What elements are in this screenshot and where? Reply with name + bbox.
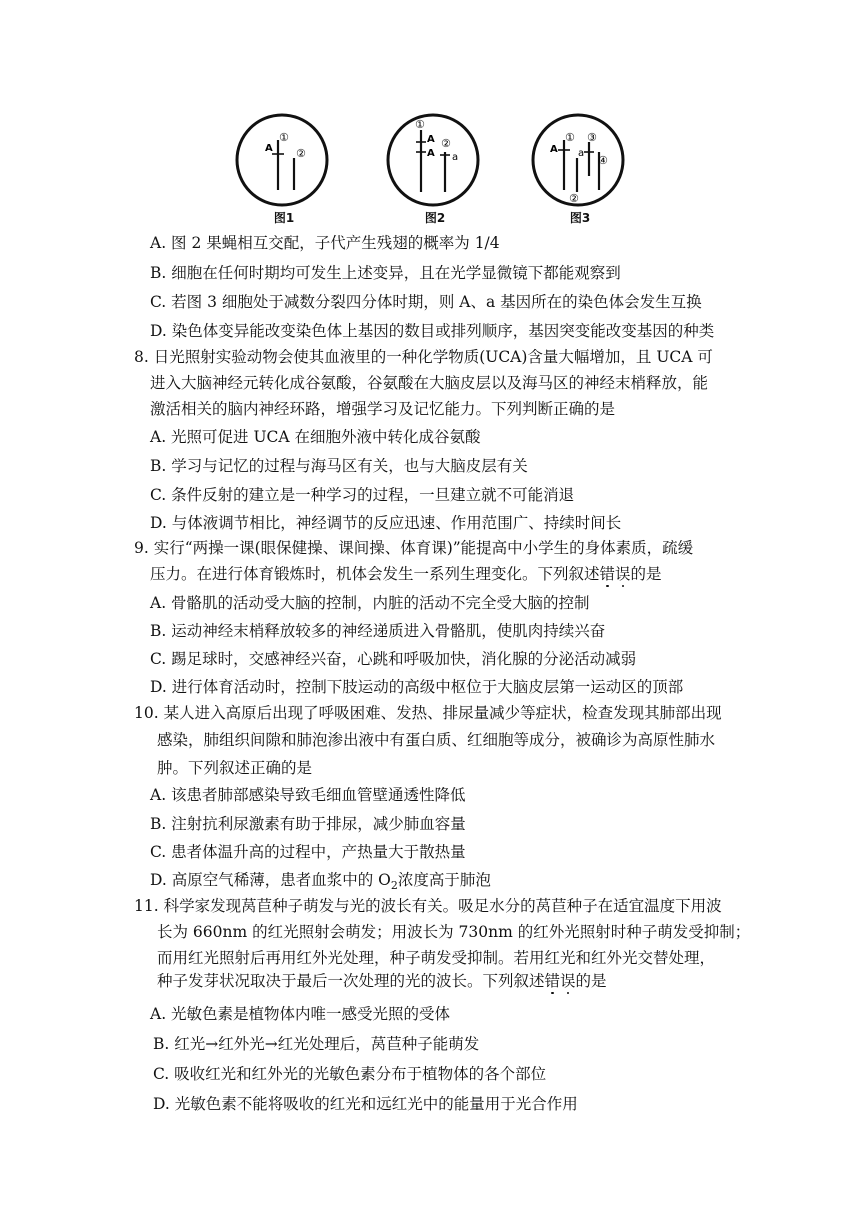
q7-option-d: D. 染色体变异能改变染色体上基因的数目或排列顺序，基因突变能改变基因的种类	[150, 322, 715, 340]
q11-stem-line-3: 而用红光照射后再用红外光处理，种子萌发受抑制。若用红光和红外光交替处理，	[157, 949, 716, 967]
q8-stem-line-3: 激活相关的脑内神经环路，增强学习及记忆能力。下列判断正确的是	[150, 400, 616, 418]
q10-option-d	[150, 869, 491, 897]
q10-option-b: B. 注射抗利尿激素有助于排尿，减少肺血容量	[150, 815, 466, 833]
q7-option-b: B. 细胞在任何时期均可发生上述变异，且在光学显微镜下都能观察到	[150, 264, 621, 282]
q11-option-b: B. 红光→红外光→红光处理后，莴苣种子能萌发	[153, 1035, 480, 1053]
fig2-label-1: ①	[415, 118, 425, 131]
q8-option-d: D. 与体液调节相比，神经调节的反应迅速、作用范围广、持续时间长	[150, 514, 622, 532]
fig2-label-A2: A	[427, 148, 435, 159]
q11-stem-line-1: 11. 科学家发现莴苣种子萌发与光的波长有关。吸足水分的莴苣种子在适宜温度下用波	[134, 897, 722, 915]
fig2-label-2: ②	[441, 137, 451, 150]
q9-stem-text: 压力。在进行体育锻炼时，机体会发生一系列生理变化。下列叙述	[150, 565, 600, 583]
q9-stem-line-1: 9. 实行“两操一课(眼保健操、课间操、体育课)”能提高中小学生的身体素质，疏缓	[134, 539, 694, 557]
q10-stem-line-3: 肿。下列叙述正确的是	[157, 759, 313, 777]
q11-option-a: A. 光敏色素是植物体内唯一感受光照的受体	[150, 1005, 451, 1023]
q10-stem-line-1: 10. 某人进入高原后出现了呼吸困难、发热、排尿量减少等症状，检查发现其肺部出现	[134, 704, 722, 722]
fig2-label-a: a	[452, 152, 459, 163]
figure-1	[234, 110, 334, 225]
q11-stem-text: 种子发芽状况取决于最后一次处理的光的波长。下列叙述	[157, 972, 545, 990]
figure-1-caption: 图1	[273, 211, 295, 225]
figure-2	[385, 110, 485, 225]
q9-option-c: C. 踢足球时，交感神经兴奋，心跳和呼吸加快，消化腺的分泌活动减弱	[150, 650, 637, 668]
q8-option-a: A. 光照可促进 UCA 在细胞外液中转化成谷氨酸	[150, 428, 481, 446]
q10-option-c: C. 患者体温升高的过程中，产热量大于散热量	[150, 843, 466, 861]
q11-option-c: C. 吸收红光和红外光的光敏色素分布于植物体的各个部位	[153, 1065, 547, 1083]
fig3-label-2: ②	[569, 192, 579, 205]
q11-stem-line-4	[157, 970, 607, 992]
q7-option-a: A. 图 2 果蝇相互交配，子代产生残翅的概率为 1/4	[150, 234, 500, 252]
q9-emphasis-char-2: 误	[615, 565, 631, 583]
fig1-label-1: ①	[279, 131, 289, 144]
q11-emphasis-char-1: 错	[544, 972, 561, 990]
figure-2-diagram	[385, 110, 485, 210]
q11-stem-line-2: 长为 660nm 的红光照射会萌发；用波长为 730nm 的红外光照射时种子萌发受抑制；	[157, 923, 751, 941]
q9-option-d: D. 进行体育活动时，控制下肢运动的高级中枢位于大脑皮层第一运动区的顶部	[150, 678, 684, 696]
figure-3-diagram	[530, 110, 630, 210]
fig1-label-2: ②	[296, 147, 306, 160]
q8-option-c: C. 条件反射的建立是一种学习的过程，一旦建立就不可能消退	[150, 486, 575, 504]
q10-option-d-text: D. 高原空气稀薄，患者血浆中的 O	[150, 871, 391, 889]
chromosome-figures	[232, 110, 632, 230]
q9-emphasis-char-1: 错	[599, 565, 616, 583]
fig1-label-A: A	[265, 143, 273, 154]
fig3-label-A: A	[550, 144, 558, 155]
fig2-label-A1: A	[427, 134, 435, 145]
fig3-label-a: a	[578, 148, 585, 159]
figure-3	[530, 110, 630, 225]
q9-option-a: A. 骨骼肌的活动受大脑的控制，内脏的活动不完全受大脑的控制	[150, 594, 590, 612]
figure-3-caption: 图3	[569, 211, 591, 225]
q9-stem-line-2	[150, 563, 662, 585]
q7-option-c: C. 若图 3 细胞处于减数分裂四分体时期，则 A、a 基因所在的染色体会发生互换	[150, 293, 702, 311]
q10-stem-line-2: 感染，肺组织间隙和肺泡渗出液中有蛋白质、红细胞等成分，被确诊为高原性肺水	[157, 731, 716, 749]
q9-stem-tail: 的是	[630, 565, 662, 583]
q11-emphasis-char-2: 误	[560, 972, 576, 990]
q11-stem-tail: 的是	[575, 972, 607, 990]
q9-option-b: B. 运动神经末梢释放较多的神经递质进入骨骼肌，使肌肉持续兴奋	[150, 622, 606, 640]
figure-1-diagram	[234, 110, 334, 210]
q11-option-d: D. 光敏色素不能将吸收的红光和远红光中的能量用于光合作用	[153, 1095, 578, 1113]
q10-option-d-subscript: 2	[390, 879, 398, 893]
q8-stem-line-2: 进入大脑神经元转化成谷氨酸，谷氨酸在大脑皮层以及海马区的神经末梢释放，能	[150, 374, 709, 392]
q10-option-a: A. 该患者肺部感染导致毛细血管壁通透性降低	[150, 786, 466, 804]
q8-stem-line-1: 8. 日光照射实验动物会使其血液里的一种化学物质(UCA)含量大幅增加，且 UCA 可	[134, 348, 713, 366]
fig3-label-3: ③	[587, 131, 597, 144]
q8-option-b: B. 学习与记忆的过程与海马区有关，也与大脑皮层有关	[150, 457, 528, 475]
fig3-label-4: ④	[598, 154, 608, 167]
figure-2-caption: 图2	[424, 211, 446, 225]
fig3-label-1: ①	[565, 131, 575, 144]
q10-option-d-tail: 浓度高于肺泡	[397, 871, 491, 889]
